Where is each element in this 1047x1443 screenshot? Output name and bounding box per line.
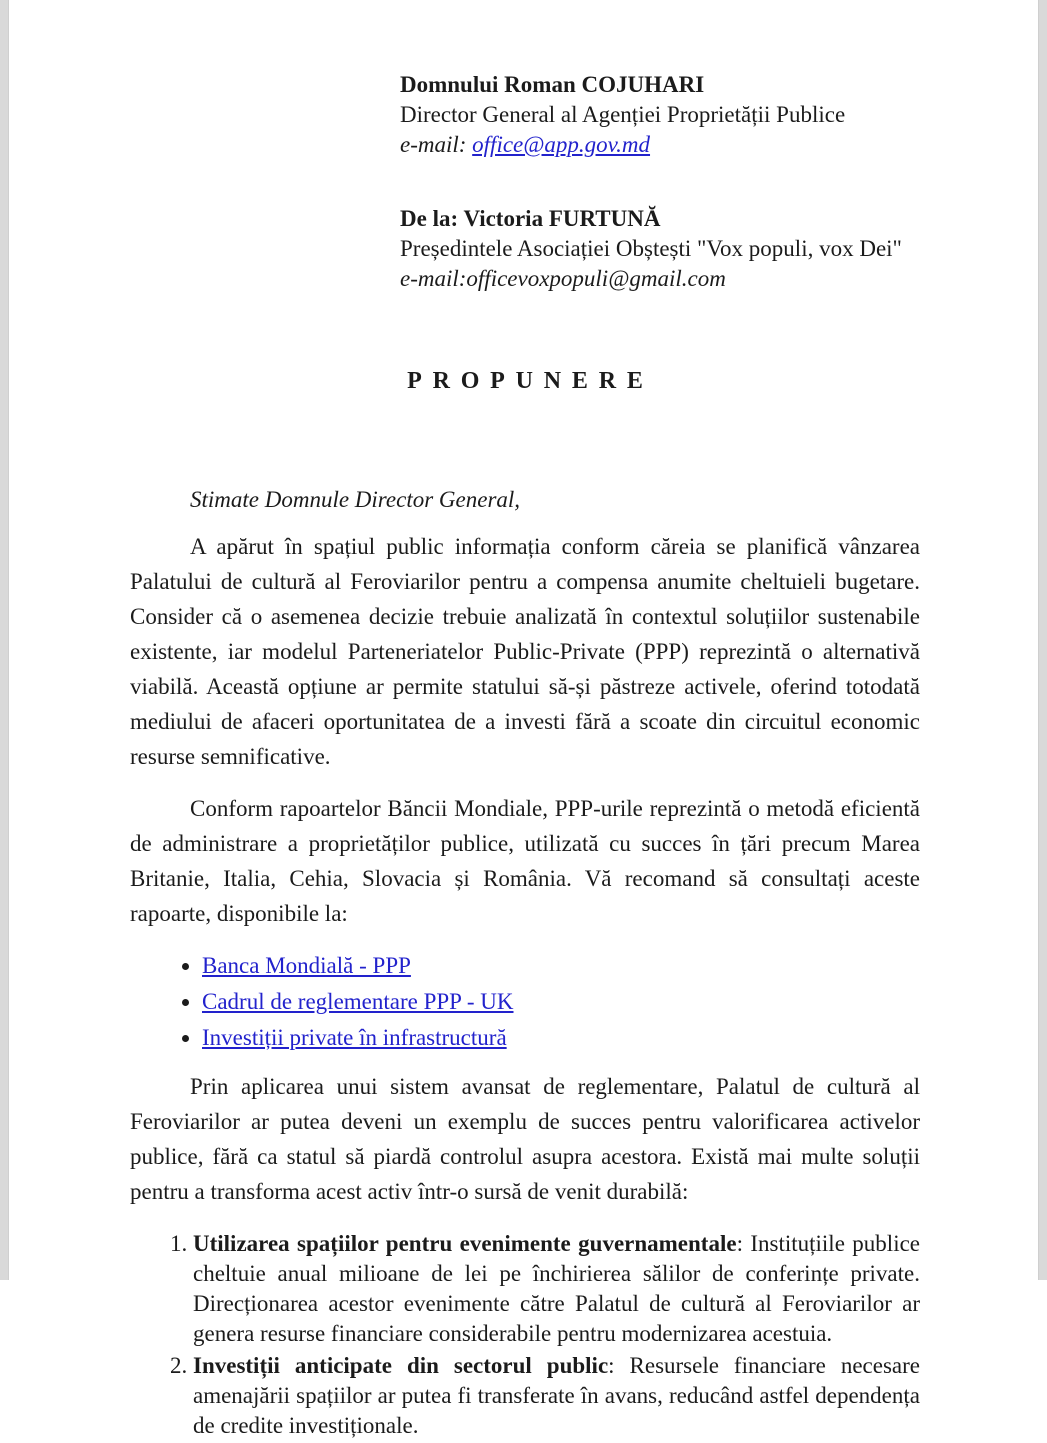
numbered-item-1-body: : Instituțiile publice cheltuie anual milioane de lei pe închirierea sălilor de conferințe private. Direcționarea acestor evenimente către Palatul de cultură al Feroviarilor ar genera resurse financiare considerabile pentru modernizarea acestuia. xyxy=(193,1231,920,1346)
document-page xyxy=(130,0,920,1443)
sender-email-line: e-mail:officevoxpopuli@gmail.com xyxy=(400,266,726,291)
link-cadru-reglementare-ppp-uk[interactable]: Cadrul de reglementare PPP - UK xyxy=(202,989,514,1014)
proposal-numbered-list xyxy=(130,1229,920,1441)
page-edge-left xyxy=(0,0,9,1280)
list-item xyxy=(202,951,920,980)
numbered-item-2-body: : Resursele financiare necesare amenajării spațiilor ar putea fi transferate în avans, reducând astfel dependența de credite investiționale. xyxy=(193,1353,920,1438)
link-investitii-private-infrastructura[interactable]: Investiții private în infrastructură xyxy=(202,1025,507,1050)
document-title: PROPUNERE xyxy=(407,368,654,394)
numbered-item-2-heading: Investiții anticipate din sectorul public xyxy=(193,1353,609,1378)
paragraph-world-bank: Conform rapoartelor Băncii Mondiale, PPP-urile reprezintă o metodă eficientă de administrare a proprietăților publice, utilizată cu succes în țări precum Marea Britanie, Italia, Cehia, Slovacia și România. Vă recomand să consultați aceste rapoarte, disponibile la: xyxy=(130,796,920,926)
numbered-item-2 xyxy=(193,1351,920,1441)
link-banca-mondiala-ppp[interactable]: Banca Mondială - PPP xyxy=(202,953,411,978)
recipient-email-line xyxy=(400,130,920,160)
numbered-item-1-heading: Utilizarea spațiilor pentru evenimente guvernamentale xyxy=(193,1231,737,1256)
paragraph-solutions: Prin aplicarea unui sistem avansat de reglementare, Palatul de cultură al Feroviarilor ar putea deveni un exemplu de succes pentru valorificarea activelor publice, fără ca statul să piardă controlul asupra acestora. Există mai multe soluții pentru a transforma acest activ într-o sursă de venit durabilă: xyxy=(130,1074,920,1204)
list-item xyxy=(202,1023,920,1052)
reference-link-list xyxy=(130,951,920,1052)
list-item xyxy=(202,987,920,1016)
sender-block xyxy=(400,204,920,294)
sender-title: Președintele Asociației Obștești "Vox populi, vox Dei" xyxy=(400,236,902,261)
recipient-name: Domnului Roman COJUHARI xyxy=(400,72,705,97)
salutation: Stimate Domnule Director General, xyxy=(190,487,521,512)
numbered-item-1 xyxy=(193,1229,920,1349)
recipient-email-link[interactable]: office@app.gov.md xyxy=(472,132,651,157)
page-edge-right xyxy=(1038,0,1047,1280)
recipient-title: Director General al Agenției Proprietății Publice xyxy=(400,102,846,127)
sender-name: De la: Victoria FURTUNĂ xyxy=(400,206,661,231)
email-label: e-mail: xyxy=(400,132,473,157)
paragraph-intro: A apărut în spațiul public informația conform căreia se planifică vânzarea Palatului de cultură al Feroviarilor pentru a compensa anumite cheltuieli bugetare. Consider că o asemenea decizie trebuie analizată în contextul soluțiilor sustenabile existente, iar modelul Parteneriatelor Public-Private (PPP) reprezintă o alternativă viabilă. Această opțiune ar permite statului să-și păstreze activele, oferind totodată mediului de afaceri oportunitatea de a investi fără a scoate din circuitul economic resurse semnificative. xyxy=(130,534,920,769)
recipient-block xyxy=(400,70,920,160)
